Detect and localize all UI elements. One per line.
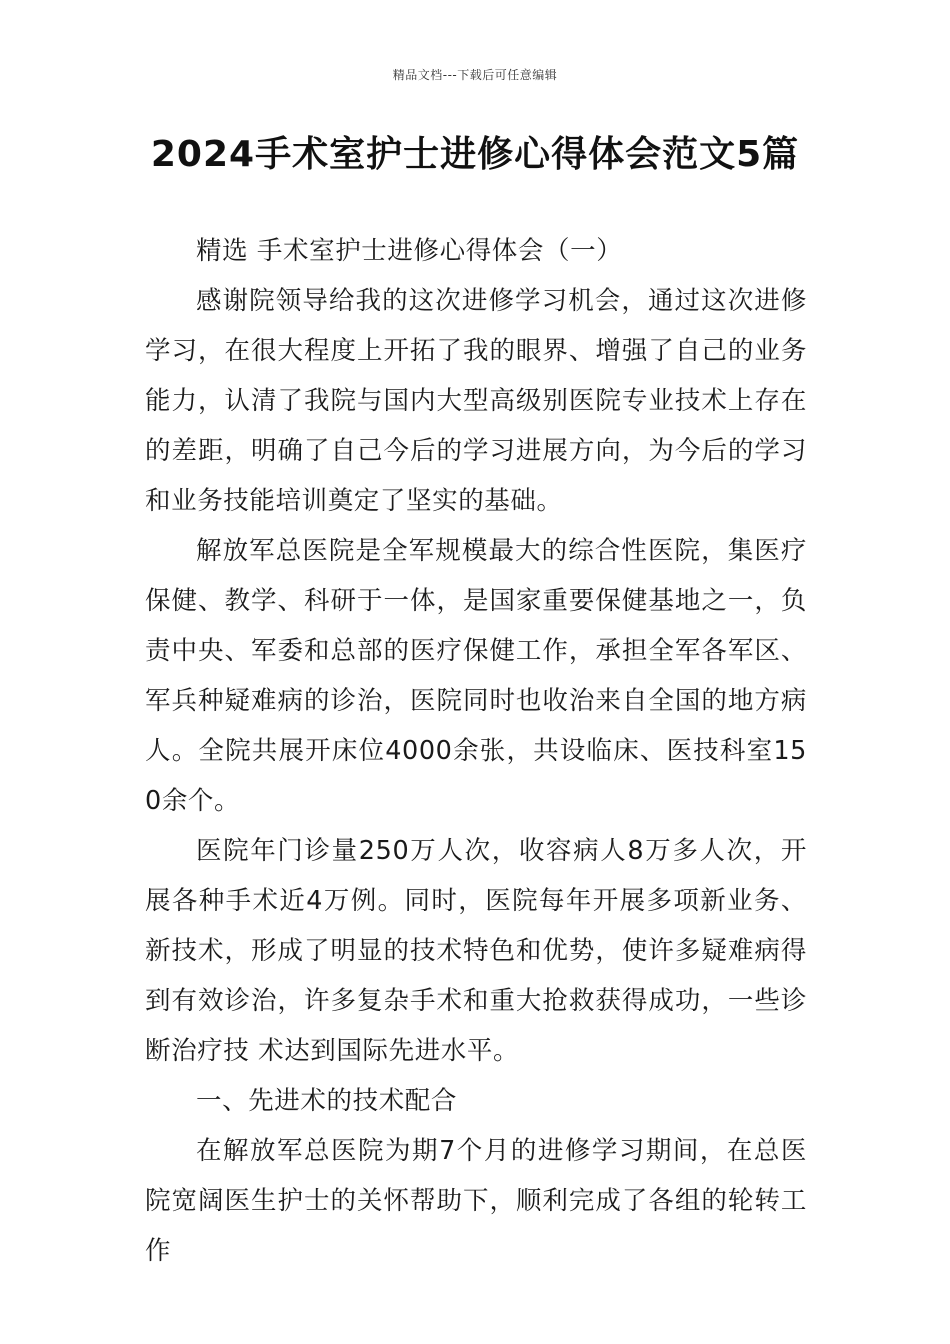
header-note: 精品文档---下载后可任意编辑	[392, 68, 558, 82]
document-title: 2024手术室护士进修心得体会范文5篇	[150, 134, 800, 175]
paragraph-3: 医院年门诊量250万人次，收容病人8万多人次，开展各种手术近4万例。同时，医院每年开展多项新业务、新技术，形成了明显的技术特色和优势，使许多疑难病得到有效诊治，许多复杂手术和重大抢救获得成功，一些诊断治疗技 术达到国际先进水平。	[145, 836, 807, 1066]
paragraph-4: 在解放军总医院为期7个月的进修学习期间，在总医院宽阔医生护士的关怀帮助下，顺利完成了各组的轮转工作	[145, 1136, 807, 1266]
paragraph-subheading-1: 一、先进术的技术配合	[196, 1086, 458, 1116]
document-body	[145, 226, 807, 1276]
paragraph-1: 感谢院领导给我的这次进修学习机会，通过这次进修学习，在很大程度上开拓了我的眼界、增强了自己的业务能力，认清了我院与国内大型高级别医院专业技术上存在的差距，明确了自己今后的学习进展方向，为今后的学习和业务技能培训奠定了坚实的基础。	[145, 286, 807, 516]
paragraph-2: 解放军总医院是全军规模最大的综合性医院，集医疗保健、教学、科研于一体，是国家重要保健基地之一，负责中央、军委和总部的医疗保健工作，承担全军各军区、军兵种疑难病的诊治，医院同时也收治来自全国的地方病人。全院共展开床位4000余张，共设临床、医技科室150余个。	[145, 536, 807, 816]
paragraph-section-heading-1: 精选 手术室护士进修心得体会（一）	[196, 236, 623, 266]
